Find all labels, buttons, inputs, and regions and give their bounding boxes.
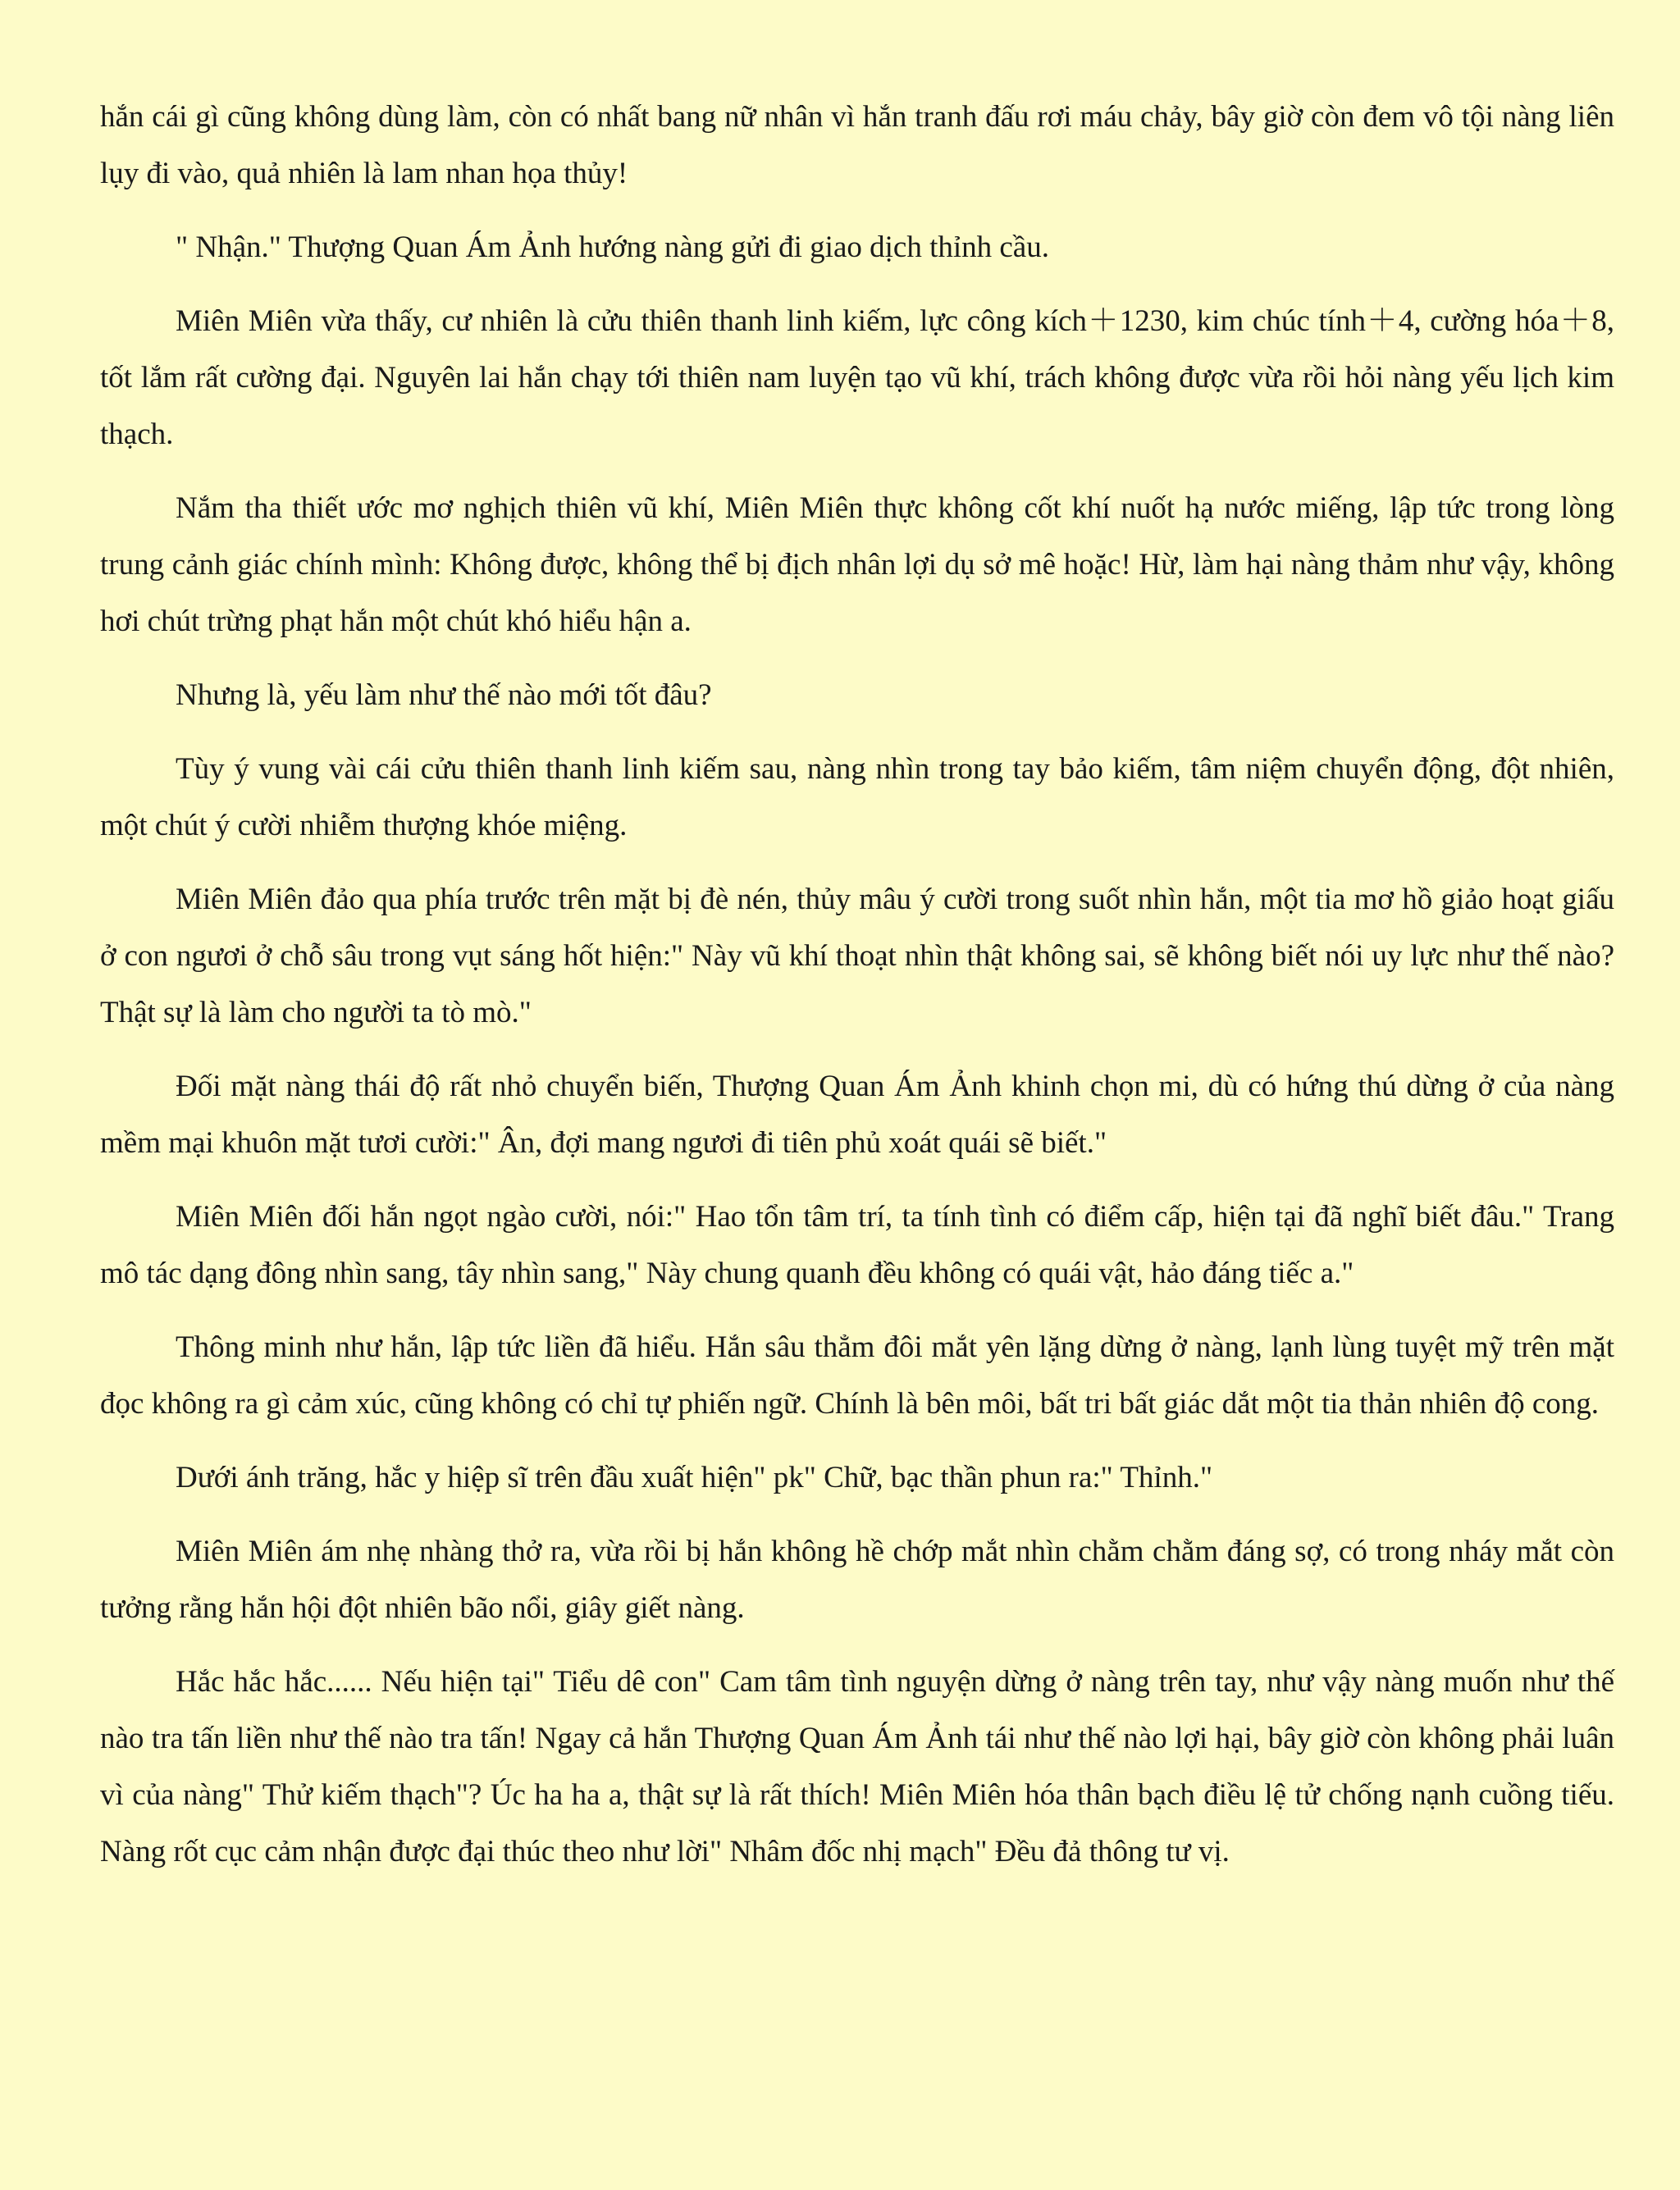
paragraph: " Nhận." Thượng Quan Ám Ảnh hướng nàng gửi đi giao dịch thỉnh cầu. xyxy=(176,230,1049,264)
paragraph: hắn cái gì cũng không dùng làm, còn có nhất bang nữ nhân vì hắn tranh đấu rơi máu chảy, bây giờ còn đem vô tội nàng liên lụy đi vào, quả nhiên là lam nhan họa thủy! xyxy=(100,100,1614,190)
paragraph: Miên Miên đối hắn ngọt ngào cười, nói:" Hao tổn tâm trí, ta tính tình có điểm cấp, hiện tại đã nghĩ biết đâu." Trang mô tác dạng đông nhìn sang, tây nhìn sang," Này chung quanh đều không có quái vật, hảo đáng tiếc a." xyxy=(100,1200,1614,1290)
body-text xyxy=(100,89,1614,1880)
paragraph: Nhưng là, yếu làm như thế nào mới tốt đâu? xyxy=(176,678,712,712)
paragraph: Hắc hắc hắc...... Nếu hiện tại" Tiểu dê con" Cam tâm tình nguyện dừng ở nàng trên tay, như vậy nàng muốn như thế nào tra tấn liền như thế nào tra tấn! Ngay cả hắn Thượng Quan Ám Ảnh tái như thế nào lợi hại, bây giờ còn không phải luân vì của nàng" Thử kiếm thạch"? Úc ha ha a, thật sự là rất thích! Miên Miên hóa thân bạch điều lệ tử chống nạnh cuồng tiếu. Nàng rốt cục cảm nhận được đại thúc theo như lời" Nhâm đốc nhị mạch" Đều đả thông tư vị. xyxy=(100,1665,1614,1868)
paragraph: Miên Miên ám nhẹ nhàng thở ra, vừa rồi bị hắn không hề chớp mắt nhìn chằm chằm đáng sợ, có trong nháy mắt còn tưởng rằng hắn hội đột nhiên bão nổi, giây giết nàng. xyxy=(100,1535,1614,1625)
paragraph: Tùy ý vung vài cái cửu thiên thanh linh kiếm sau, nàng nhìn trong tay bảo kiếm, tâm niệm chuyển động, đột nhiên, một chút ý cười nhiễm thượng khóe miệng. xyxy=(100,752,1614,842)
paragraph: Nắm tha thiết ước mơ nghịch thiên vũ khí, Miên Miên thực không cốt khí nuốt hạ nước miếng, lập tức trong lòng trung cảnh giác chính mình: Không được, không thể bị địch nhân lợi dụ sở mê hoặc! Hừ, làm hại nàng thảm như vậy, không hơi chút trừng phạt hắn một chút khó hiểu hận a. xyxy=(100,491,1614,638)
paragraph: Miên Miên đảo qua phía trước trên mặt bị đè nén, thủy mâu ý cười trong suốt nhìn hắn, một tia mơ hồ giảo hoạt giấu ở con ngươi ở chỗ sâu trong vụt sáng hốt hiện:" Này vũ khí thoạt nhìn thật không sai, sẽ không biết nói uy lực như thế nào? Thật sự là làm cho người ta tò mò." xyxy=(100,883,1614,1029)
paragraph: Thông minh như hắn, lập tức liền đã hiểu. Hắn sâu thẳm đôi mắt yên lặng dừng ở nàng, lạnh lùng tuyệt mỹ trên mặt đọc không ra gì cảm xúc, cũng không có chỉ tự phiến ngữ. Chính là bên môi, bất tri bất giác dắt một tia thản nhiên độ cong. xyxy=(100,1330,1614,1421)
paragraph: Đối mặt nàng thái độ rất nhỏ chuyển biến, Thượng Quan Ám Ảnh khinh chọn mi, dù có hứng thú dừng ở của nàng mềm mại khuôn mặt tươi cười:" Ân, đợi mang ngươi đi tiên phủ xoát quái sẽ biết." xyxy=(100,1070,1614,1160)
paragraph: Miên Miên vừa thấy, cư nhiên là cửu thiên thanh linh kiếm, lực công kích＋1230, kim chúc tính＋4, cường hóa＋8, tốt lắm rất cường đại. Nguyên lai hắn chạy tới thiên nam luyện tạo vũ khí, trách không được vừa rồi hỏi nàng yếu lịch kim thạch. xyxy=(100,304,1614,451)
paragraph: Dưới ánh trăng, hắc y hiệp sĩ trên đầu xuất hiện" pk" Chữ, bạc thần phun ra:" Thỉnh." xyxy=(176,1461,1213,1494)
